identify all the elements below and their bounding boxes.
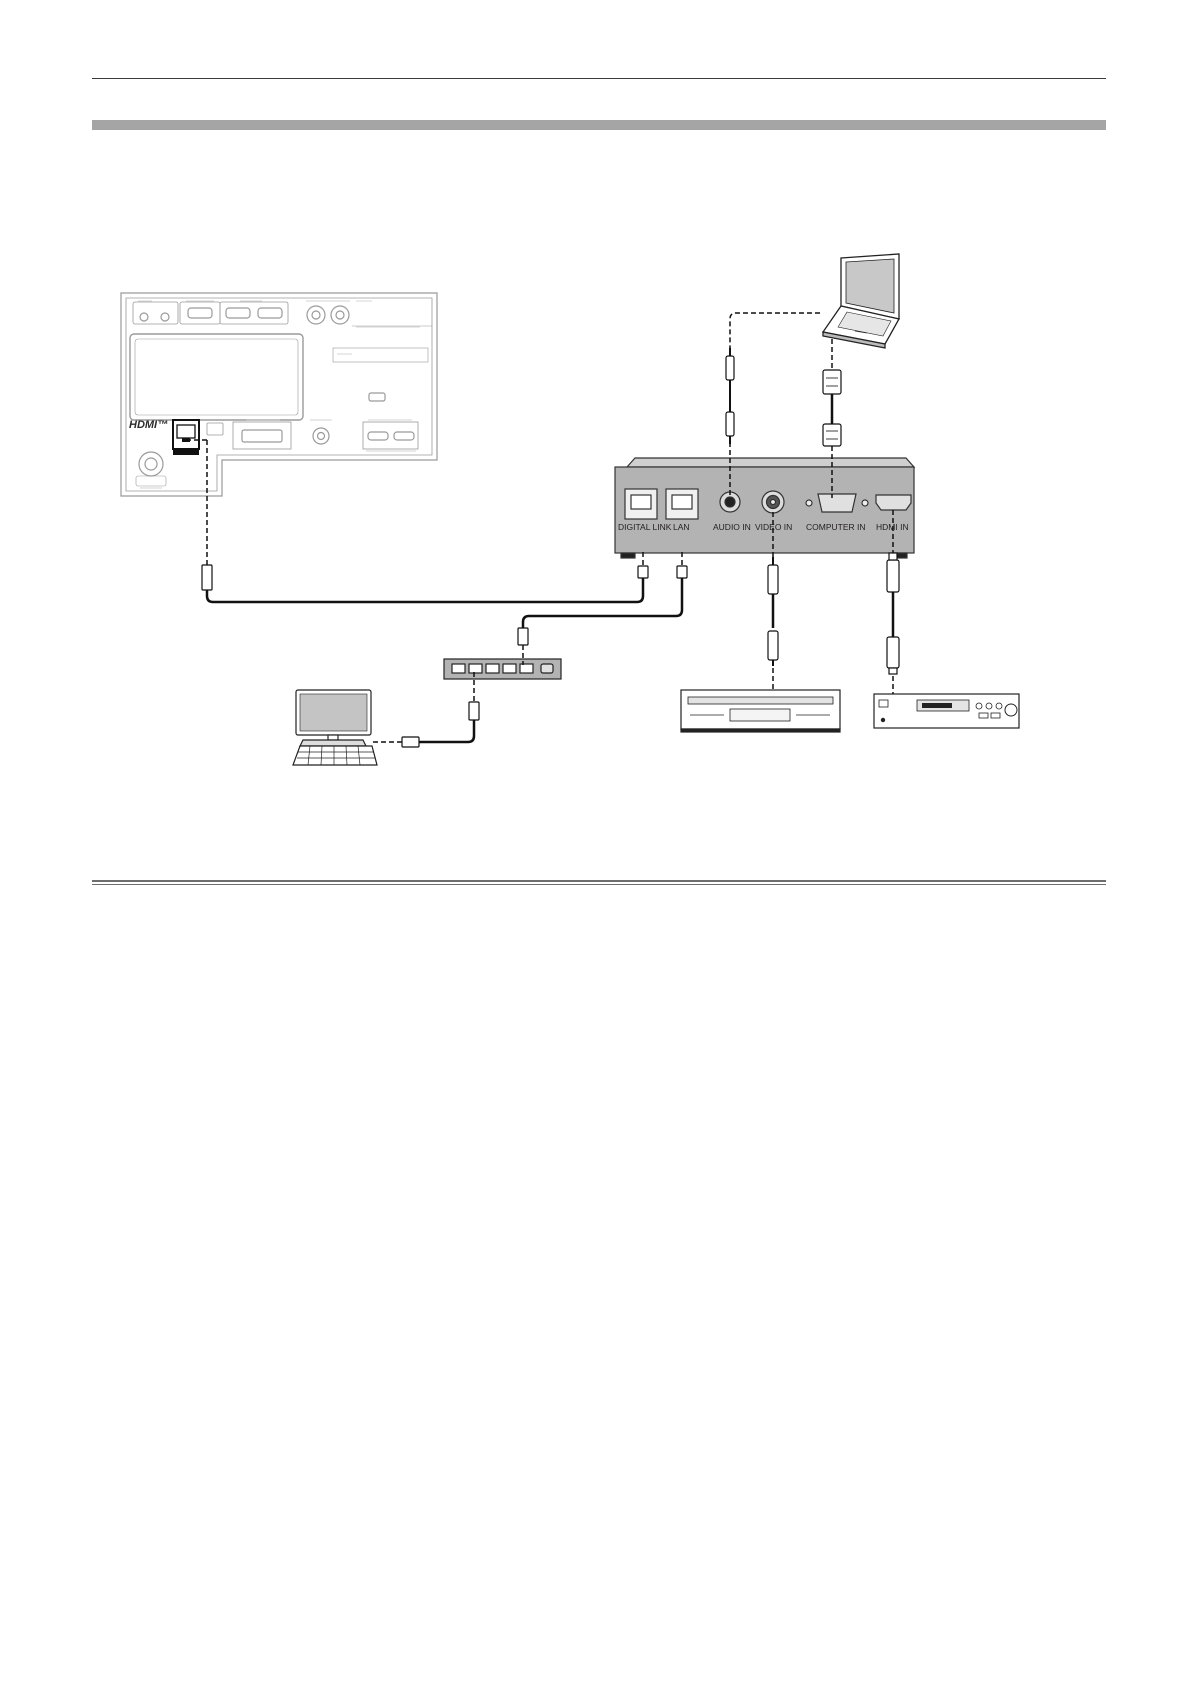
hdmi-logo: HDMI™ — [129, 419, 169, 431]
port-label-computer-in: COMPUTER IN — [806, 522, 866, 532]
port-label-video-in: VIDEO IN — [755, 522, 793, 532]
network-hub — [444, 659, 561, 679]
section-divider — [92, 880, 1106, 885]
projector-terminal-panel — [121, 293, 437, 496]
port-label-lan: LAN — [673, 522, 690, 532]
desktop-computer — [293, 690, 377, 765]
port-label-hdmi-in: HDMI IN — [876, 522, 909, 532]
laptop-computer — [823, 254, 899, 348]
projector-digital-link-port — [173, 420, 199, 455]
video-deck — [681, 690, 840, 732]
digital-interface-box — [615, 458, 914, 558]
port-label-audio-in: AUDIO IN — [713, 522, 751, 532]
port-label-digital-link: DIGITAL LINK — [618, 522, 672, 532]
blu-ray-player — [874, 694, 1019, 728]
